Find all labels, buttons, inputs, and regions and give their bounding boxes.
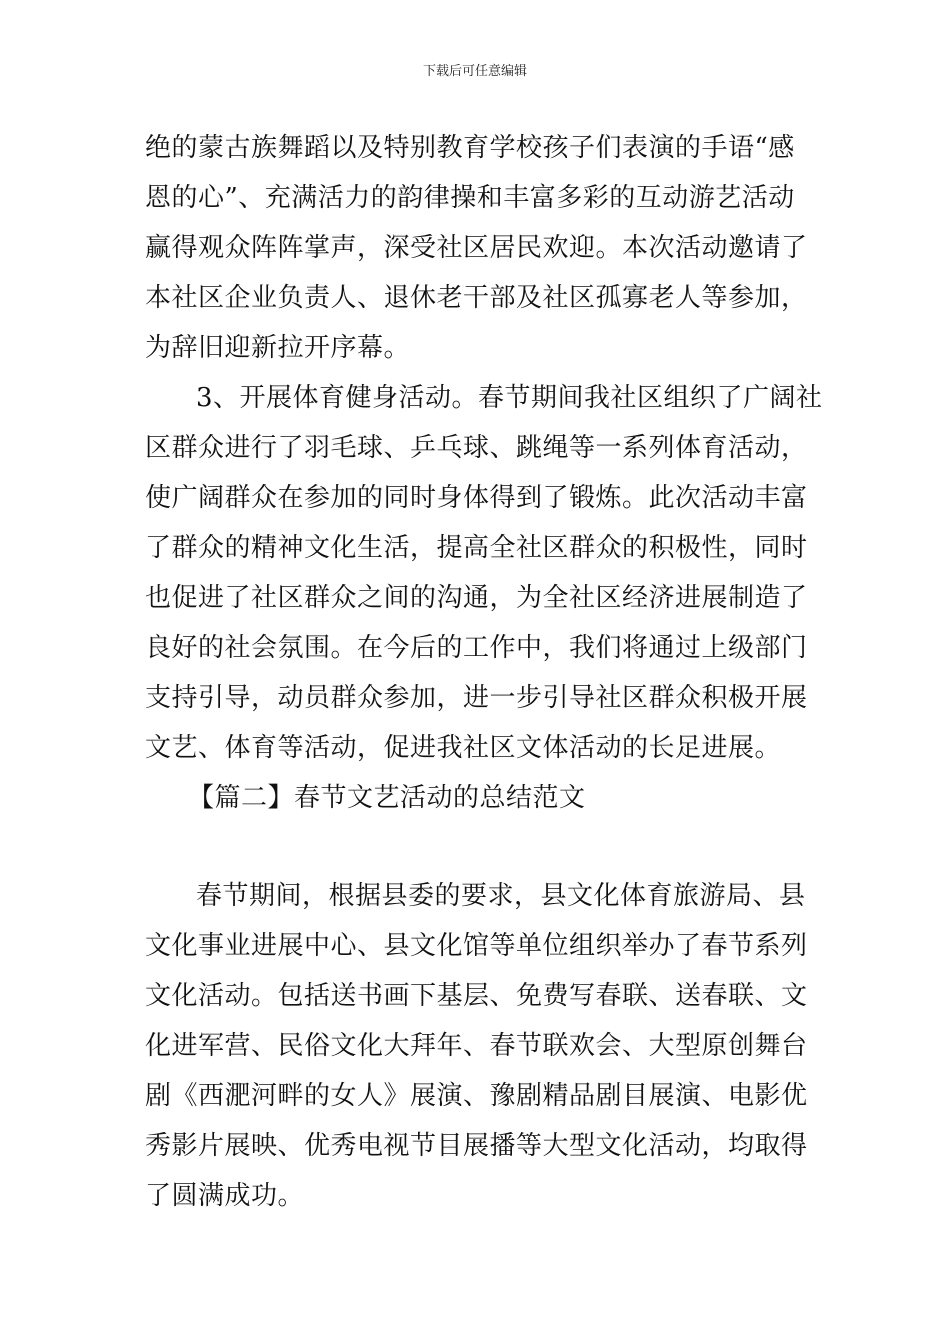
- body-line: 恩的心”、充满活力的韵律操和丰富多彩的互动游艺活动: [145, 183, 795, 213]
- body-line: 3、开展体育健身活动。春节期间我社区组织了广阔社: [196, 383, 823, 413]
- body-line: 秀影片展映、优秀电视节目展播等大型文化活动，均取得: [145, 1131, 808, 1161]
- body-line: 为辞旧迎新拉开序幕。: [145, 333, 411, 363]
- body-line: 使广阔群众在参加的同时身体得到了锻炼。此次活动丰富: [145, 483, 808, 513]
- body-line: 文化活动。包括送书画下基层、免费写春联、送春联、文: [145, 981, 808, 1011]
- body-line: 支持引导，动员群众参加，进一步引导社区群众积极开展: [145, 683, 808, 713]
- body-line: 化进军营、民俗文化大拜年、春节联欢会、大型原创舞台: [145, 1031, 808, 1061]
- body-line: 区群众进行了羽毛球、乒乓球、跳绳等一系列体育活动，: [145, 433, 808, 463]
- body-line: 也促进了社区群众之间的沟通，为全社区经济进展制造了: [145, 583, 808, 613]
- body-line: 文艺、体育等活动，促进我社区文体活动的长足进展。: [145, 733, 782, 763]
- body-line: 了圆满成功。: [145, 1181, 305, 1211]
- section-heading: 【篇二】春节文艺活动的总结范文: [188, 783, 586, 813]
- body-line: 春节期间，根据县委的要求，县文化体育旅游局、县: [196, 881, 806, 911]
- body-line: 绝的蒙古族舞蹈以及特别教育学校孩子们表演的手语“感: [145, 133, 795, 163]
- body-line: 本社区企业负责人、退休老干部及社区孤寡老人等参加，: [145, 283, 808, 313]
- body-line: 剧《西淝河畔的女人》展演、豫剧精品剧目展演、电影优: [145, 1081, 808, 1111]
- body-line: 了群众的精神文化生活，提高全社区群众的积极性，同时: [145, 533, 808, 563]
- body-line: 良好的社会氛围。在今后的工作中，我们将通过上级部门: [145, 633, 808, 663]
- page-header: 下载后可任意编辑: [422, 64, 527, 79]
- body-line: 赢得观众阵阵掌声，深受社区居民欢迎。本次活动邀请了: [145, 233, 808, 263]
- body-line: 文化事业进展中心、县文化馆等单位组织举办了春节系列: [145, 931, 808, 961]
